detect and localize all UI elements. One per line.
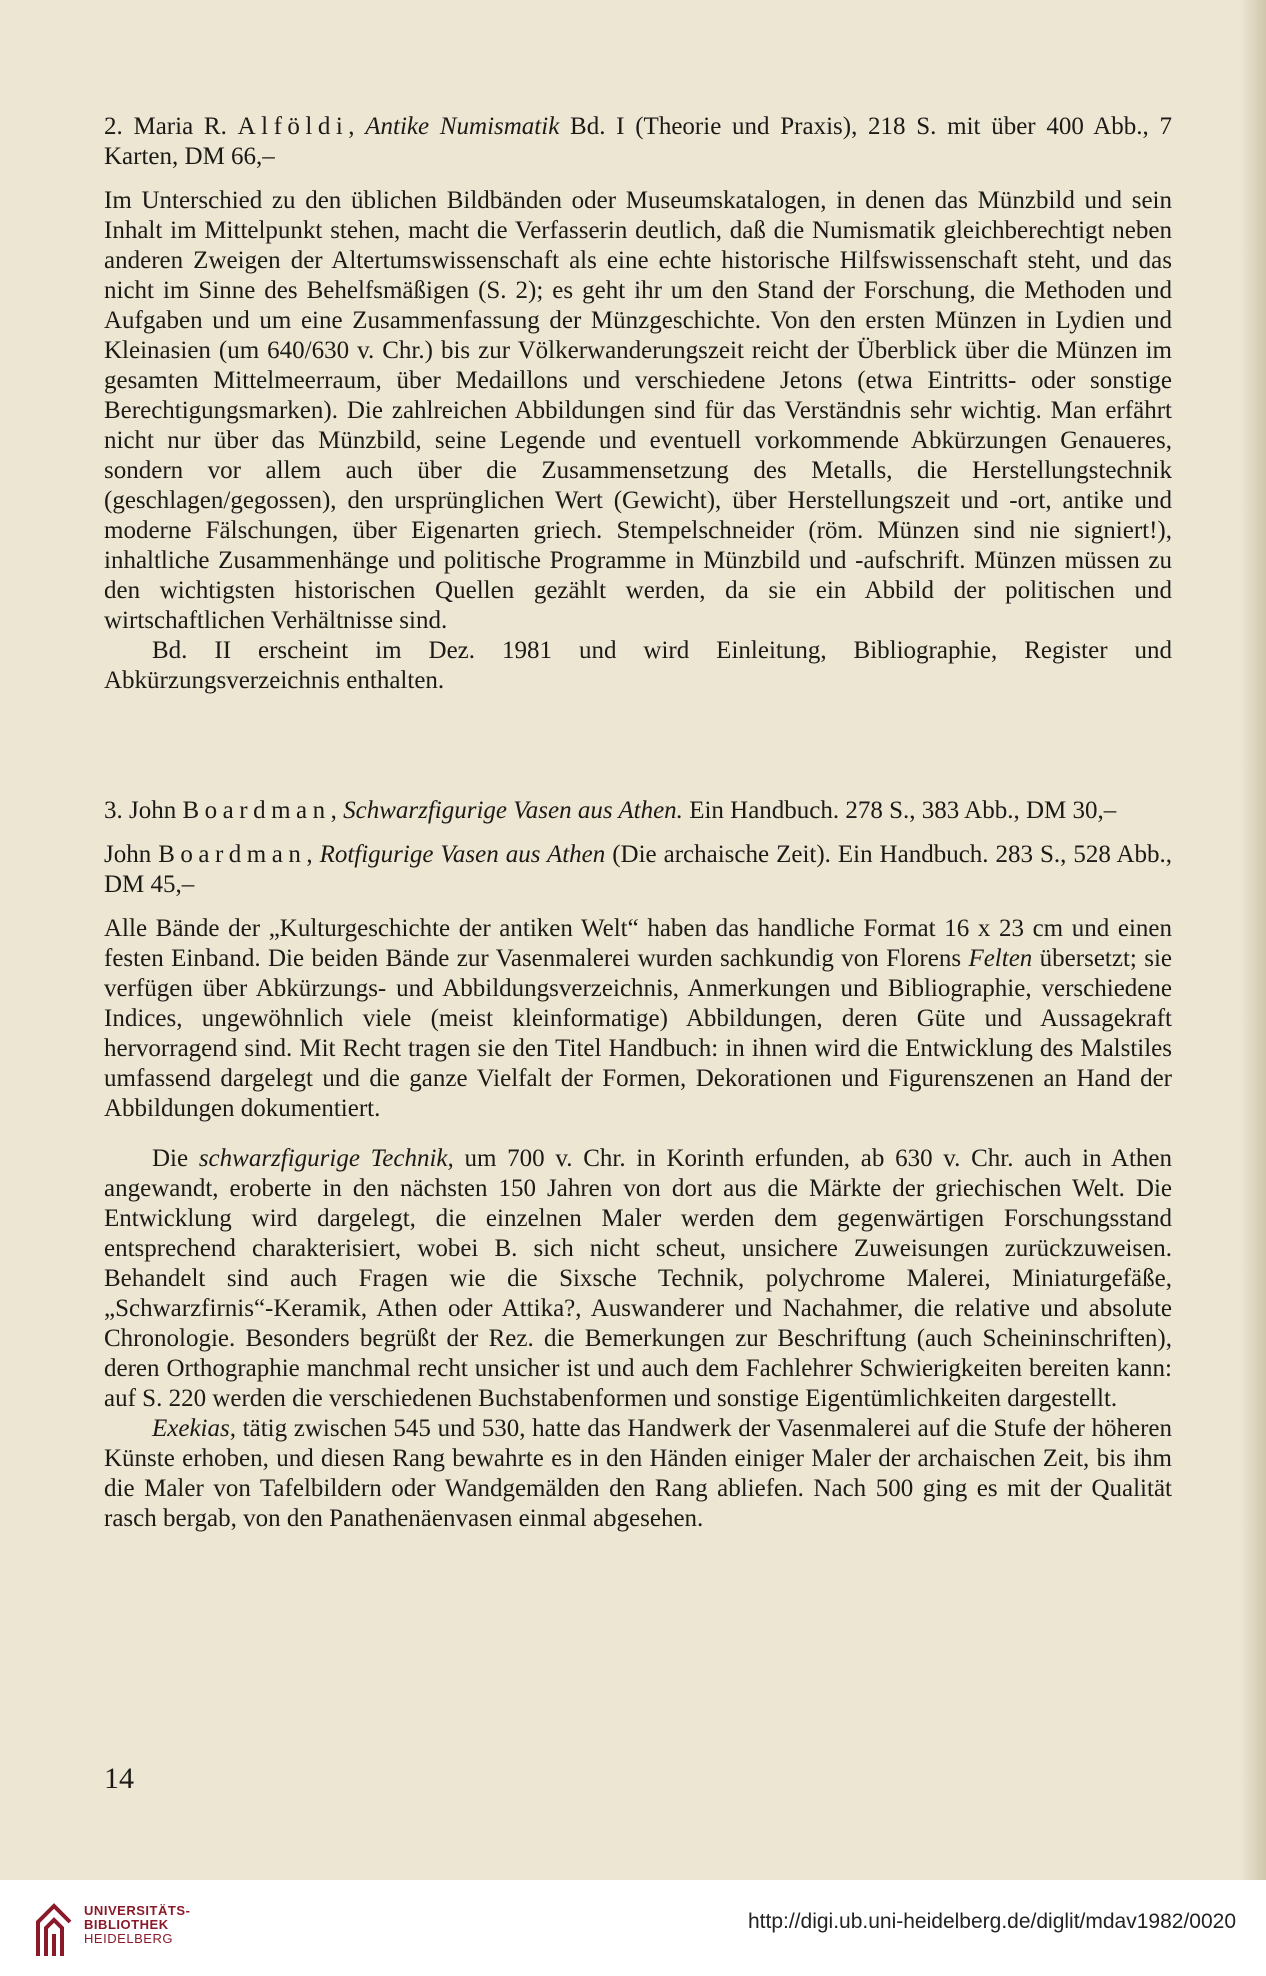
library-name-line-2: BIBLIOTHEK bbox=[84, 1917, 169, 1932]
entry-3-p3-italic: Exekias, bbox=[152, 1415, 236, 1442]
entry-2-details: Bd. I (Theorie und Praxis), 218 S. mit über 400 Abb., 7 Karten, DM 66,– bbox=[104, 113, 1172, 170]
entry-3-paragraph-1 bbox=[104, 914, 1172, 1124]
page-content bbox=[104, 112, 1172, 1534]
entry-2-title: Antike Numismatik bbox=[365, 113, 560, 140]
entry-2-number: 2. Maria R. bbox=[104, 113, 238, 140]
entry-3-p2-text-b: um 700 v. Chr. in Korinth erfunden, ab 630 v. Chr. auch in Athen angewandt, eroberte in den nächsten 150 Jahren von dort aus die Märkte der griechischen Welt. Die Entwicklung wird dargelegt, die einzelnen Maler werden dem gegenwärtigen Forschungsstand entsprechend charakterisiert, wobei B. sich nicht scheut, unsichere Zuweisungen zurückzuweisen. Behandelt sind auch Fragen wie die Sixsche Technik, polychrome Malerei, Miniaturgefäße, „Schwarzfirnis“-Keramik, Athen oder Attika?, Auswanderer und Nachahmer, die relative und absolute Chronologie. Besonders begrüßt der Rez. die Bemerkungen zur Beschriftung (auch Scheininschriften), deren Orthographie manchmal recht unsicher ist und auch dem Fachlehrer Schwierigkeiten bereiten kann: auf S. 220 werden die verschiedenen Buchstabenformen und sonstige Eigentümlichkeiten dargestellt. bbox=[104, 1145, 1173, 1412]
entry-3-p1-text-a: Alle Bände der „Kulturgeschichte der antiken Welt“ haben das handliche Format 16 x 23 cm und einen festen Einband. Die beiden Bände zur Vasenmalerei wurden sachkundig von Florens bbox=[104, 915, 1172, 972]
entry-3-p1-italic: Felten bbox=[968, 945, 1033, 972]
entry-3-p2-text-a: Die bbox=[152, 1145, 199, 1172]
entry-3-author: Boardman bbox=[182, 797, 331, 824]
entry-3-p3-text: tätig zwischen 545 und 530, hatte das Handwerk der Vasenmalerei auf die Stufe der höheren Künste erhoben, und diesen Rang bewahrte es in den Händen einiger Maler der archaischen Zeit, bis ihm die Maler von Tafelbildern oder Wandgemälden den Rang abliefen. Nach 500 ging es mit der Qualität rasch bergab, von den Panathenäenvasen einmal abgesehen. bbox=[104, 1415, 1172, 1532]
entry-3-heading-1 bbox=[104, 796, 1172, 826]
entry-3-author-first: John bbox=[104, 841, 159, 868]
page-gutter-shadow bbox=[1240, 0, 1266, 1880]
entry-3-number: 3. John bbox=[104, 797, 183, 824]
ub-heidelberg-logo-icon bbox=[32, 1898, 76, 1958]
section-spacer bbox=[104, 696, 1172, 796]
library-name-line-3: HEIDELBERG bbox=[84, 1931, 174, 1946]
library-name bbox=[84, 1904, 190, 1946]
entry-2-author: Alföldi bbox=[237, 113, 349, 140]
entry-3-paragraph-3 bbox=[104, 1414, 1172, 1534]
permalink-url[interactable]: http://digi.ub.uni-heidelberg.de/diglit/mdav1982/0020 bbox=[747, 1910, 1236, 1933]
digitization-footer bbox=[0, 1880, 1266, 1976]
entry-2-heading bbox=[104, 112, 1172, 172]
entry-3-author-2: Boardman bbox=[158, 841, 307, 868]
paragraph-spacer bbox=[104, 1124, 1172, 1144]
entry-3-p2-italic: schwarzfigurige Technik, bbox=[198, 1145, 454, 1172]
library-name-line-1: UNIVERSITÄTS- bbox=[84, 1903, 191, 1918]
entry-3-heading-2 bbox=[104, 840, 1172, 900]
entry-3-sep: , bbox=[330, 797, 344, 824]
entry-3-title-1: Schwarzfigurige Vasen aus Athen. bbox=[343, 797, 683, 824]
entry-3-details-2: (Die archaische Zeit). Ein Handbuch. 283 S., 528 Abb., DM 45,– bbox=[104, 841, 1173, 898]
entry-3-paragraph-2 bbox=[104, 1144, 1172, 1414]
entry-2-paragraph-1: Im Unterschied zu den üblichen Bildbänden oder Museumskatalogen, in denen das Münzbild und sein Inhalt im Mittelpunkt stehen, macht die Verfasserin deutlich, daß die Numismatik gleichberechtigt neben anderen Zweigen der Altertumswissenschaft als eine echte historische Hilfswissenschaft steht, und das nicht im Sinne des Behelfsmäßigen (S. 2); es geht ihr um den Stand der Forschung, die Methoden und Aufgaben und um eine Zusammenfassung der Münzgeschichte. Von den ersten Münzen in Lydien und Kleinasien (um 640/630 v. Chr.) bis zur Völkerwanderungszeit reicht der Überblick über die Münzen im gesamten Mittelmeerraum, über Medaillons und verschiedene Jetons (etwa Eintritts- oder sonstige Berechtigungsmarken). Die zahlreichen Abbildungen sind für das Verständnis sehr wichtig. Man erfährt nicht nur über das Münzbild, seine Legende und eventuell vorkommende Abkürzungen Genaueres, sondern vor allem auch über die Zusammensetzung des Metalls, die Herstellungstechnik (geschlagen/gegossen), den ursprünglichen Wert (Gewicht), über Herstellungszeit und -ort, antike und moderne Fälschungen, über Eigenarten griech. Stempelschneider (röm. Münzen sind nie signiert!), inhaltliche Zusammenhänge und politische Programme in Münzbild und -aufschrift. Münzen müssen zu den wichtigsten historischen Quellen gezählt werden, da sie ein Abbild der politischen und wirtschaftlichen Verhältnisse sind. bbox=[104, 187, 1172, 634]
entry-3-p1-text-b: übersetzt; sie verfügen über Abkürzungs- und Abbildungsverzeichnis, Anmerkungen und Bibliographie, verschiedene Indices, ungewöhnlich viele (meist kleinformatige) Abbildungen, deren Güte und Aussagekraft hervorragend sind. Mit Recht tragen sie den Titel Handbuch: in ihnen wird die Entwicklung des Malstiles umfassend dargelegt und die ganze Vielfalt der Formen, Dekorationen und Figurenszenen an Hand der Abbildungen dokumentiert. bbox=[104, 945, 1172, 1122]
entry-3-title-2: Rotfigurige Vasen aus Athen bbox=[319, 841, 606, 868]
entry-3-details-1: Ein Handbuch. 278 S., 383 Abb., DM 30,– bbox=[682, 797, 1117, 824]
entry-2-paragraph-2: Bd. II erscheint im Dez. 1981 und wird Einleitung, Bibliographie, Register und Abkürzungsverzeichnis enthalten. bbox=[104, 637, 1172, 694]
page-number: 14 bbox=[104, 1762, 134, 1795]
entry-2-sep: , bbox=[348, 113, 366, 140]
entry-3-sep-2: , bbox=[306, 841, 320, 868]
